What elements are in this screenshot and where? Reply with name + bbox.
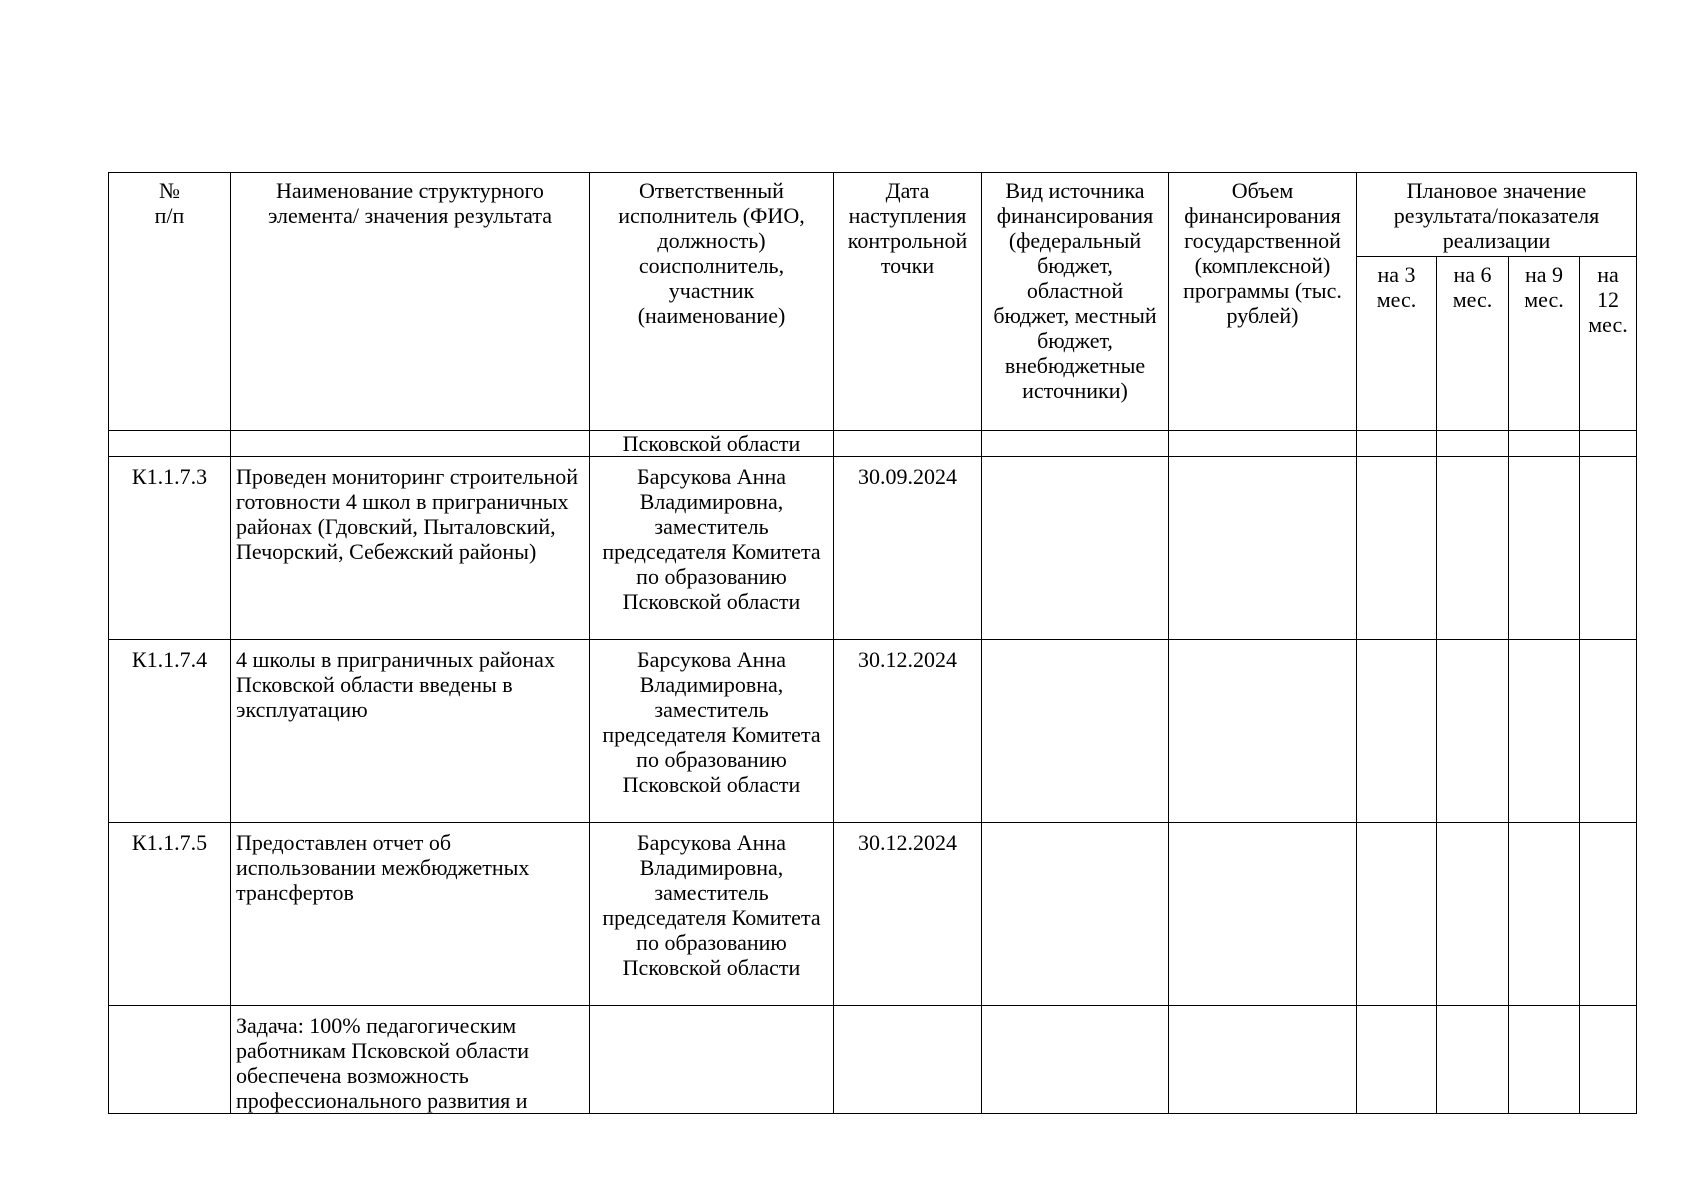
cell-empty: [1357, 823, 1437, 1006]
row-num: К1.1.7.3: [109, 457, 231, 640]
cell-empty: [1509, 457, 1580, 640]
cell-empty: [1509, 1006, 1580, 1114]
header-plan-12: на 12 мес.: [1580, 257, 1637, 431]
header-plan-9: на 9 мес.: [1509, 257, 1580, 431]
cell-empty: [982, 431, 1169, 457]
cell-empty: [1437, 823, 1509, 1006]
cell-empty: [982, 457, 1169, 640]
row-name: Предоставлен отчет об использовании межбюджетных трансфертов: [231, 823, 590, 1006]
cell-empty: [1169, 1006, 1357, 1114]
cell-empty: [1437, 457, 1509, 640]
header-plan-3: на 3 мес.: [1357, 257, 1437, 431]
row-date: 30.12.2024: [834, 823, 982, 1006]
cell-empty: [1357, 640, 1437, 823]
cell-empty: [1509, 640, 1580, 823]
cell-empty: [1580, 640, 1637, 823]
row-date: 30.12.2024: [834, 640, 982, 823]
cell-empty: [1169, 823, 1357, 1006]
row-num: К1.1.7.4: [109, 640, 231, 823]
cell-empty: [1437, 1006, 1509, 1114]
cell-empty: [1357, 431, 1437, 457]
continuation-executor: Псковской области: [590, 431, 834, 457]
cell-empty: [1357, 457, 1437, 640]
cell-empty: [1580, 1006, 1637, 1114]
row-name: Проведен мониторинг строительной готовности 4 школ в приграничных районах (Гдовский, Пыталовский, Печорский, Себежский районы): [231, 457, 590, 640]
cell-empty: [1169, 640, 1357, 823]
task-name: Задача: 100% педагогическим работникам Псковской области обеспечена возможность профессионального развития и: [231, 1006, 590, 1114]
header-name: Наименование структурного элемента/ значения результата: [231, 173, 590, 431]
cell-empty: [1437, 431, 1509, 457]
cell-empty: [1580, 823, 1637, 1006]
header-date: Дата наступления контрольной точки: [834, 173, 982, 431]
cell-empty: [982, 823, 1169, 1006]
cell-empty: [1509, 823, 1580, 1006]
row-name: 4 школы в приграничных районах Псковской области введены в эксплуатацию: [231, 640, 590, 823]
cell-empty: [109, 431, 231, 457]
row-executor: Барсукова Анна Владимировна, заместитель председателя Комитета по образованию Псковской области: [590, 457, 834, 640]
table-row: [109, 640, 1637, 823]
row-executor: Барсукова Анна Владимировна, заместитель председателя Комитета по образованию Псковской области: [590, 640, 834, 823]
header-plan: Плановое значение результата/показателя реализации: [1357, 173, 1637, 257]
cell-empty: [1357, 1006, 1437, 1114]
control-points-table: [108, 172, 1637, 1114]
cell-empty: [590, 1006, 834, 1114]
table-row: [109, 457, 1637, 640]
header-plan-6: на 6 мес.: [1437, 257, 1509, 431]
cell-empty: [834, 1006, 982, 1114]
cell-empty: [834, 431, 982, 457]
cell-empty: [109, 1006, 231, 1114]
cell-empty: [1437, 640, 1509, 823]
cell-empty: [982, 1006, 1169, 1114]
cell-empty: [1580, 457, 1637, 640]
cell-empty: [231, 431, 590, 457]
header-source: Вид источника финансирования (федеральный бюджет, областной бюджет, местный бюджет, внебюджетные источники): [982, 173, 1169, 431]
header-volume: Объем финансирования государственной (комплексной) программы (тыс. рублей): [1169, 173, 1357, 431]
cell-empty: [1580, 431, 1637, 457]
task-row: [109, 1006, 1637, 1114]
header-row: [109, 173, 1637, 257]
row-num: К1.1.7.5: [109, 823, 231, 1006]
row-date: 30.09.2024: [834, 457, 982, 640]
cell-empty: [1169, 457, 1357, 640]
cell-empty: [1169, 431, 1357, 457]
header-executor: Ответственный исполнитель (ФИО, должность) соисполнитель, участник (наименование): [590, 173, 834, 431]
row-executor: Барсукова Анна Владимировна, заместитель председателя Комитета по образованию Псковской области: [590, 823, 834, 1006]
cell-empty: [982, 640, 1169, 823]
table-row: [109, 823, 1637, 1006]
header-num: № п/п: [109, 173, 231, 431]
cell-empty: [1509, 431, 1580, 457]
continuation-row: [109, 431, 1637, 457]
